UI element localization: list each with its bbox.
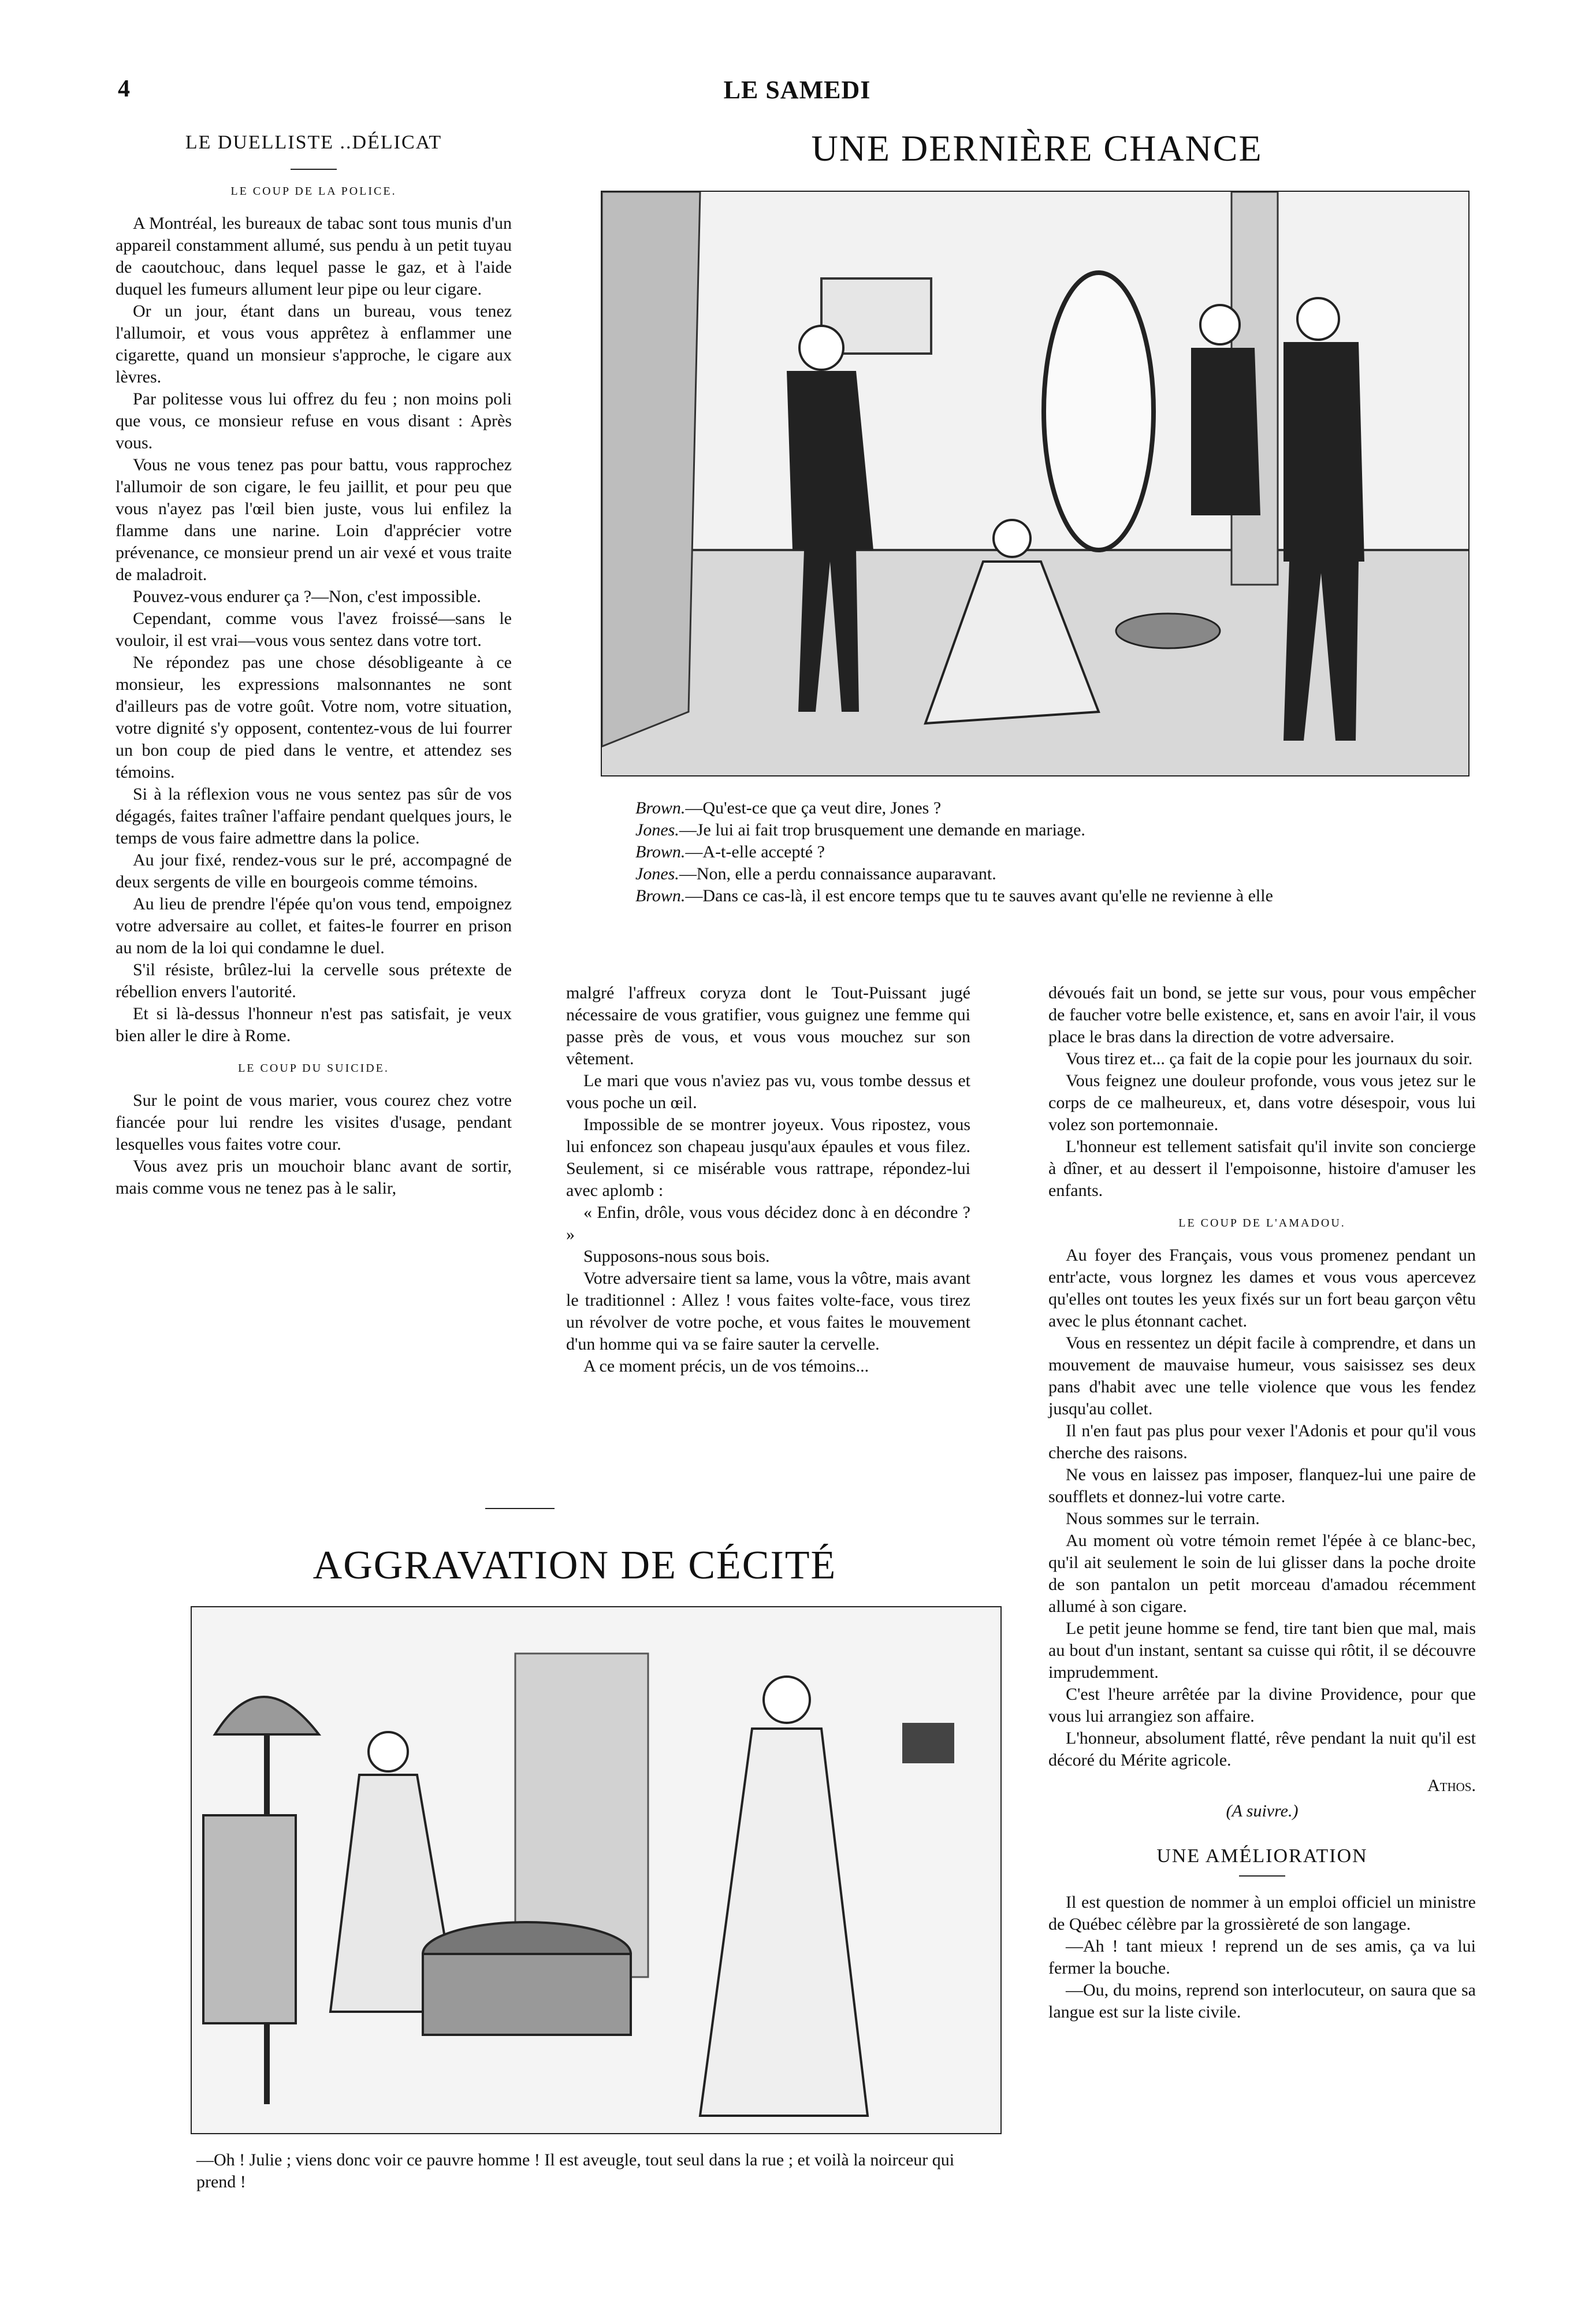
speaker: Brown. [635, 842, 686, 861]
paragraph: Sur le point de vous marier, vous courez chez votre fiancée pour lui rendre les visites d'usage, pendant lesquelles vous faites votre cour. [116, 1091, 512, 1154]
paragraph: Ne répondez pas une chose désobligeante à ce monsieur, les expressions malsonnantes ne sont d'ailleurs pas de votre goût. Votre nom, votre situation, votre dignité s'y opposent, contentez-vous de lui fourrer un bon coup de pied dans le ventre, et attendez ses témoins. [116, 653, 512, 782]
duel-article-middle-column [566, 982, 970, 1377]
paragraph: Si à la réflexion vous ne vous sentez pas sûr de vos dégagés, faites traîner l'affaire pendant quelques jours, le temps de vous faire admettre dans la police. [116, 785, 512, 848]
paragraph: Vous feignez une douleur profonde, vous vous jetez sur le corps de ce malheureux, et, dans votre désespoir, vous lui volez son portemonnaie. [1048, 1071, 1476, 1134]
paragraph: Il n'en faut pas plus pour vexer l'Adonis et pour qu'il vous cherche des raisons. [1048, 1421, 1476, 1462]
duel-article-left-column [116, 132, 512, 1199]
speaker: Brown. [635, 798, 686, 818]
cecite-cartoon-caption: —Oh ! Julie ; viens donc voir ce pauvre homme ! Il est aveugle, tout seul dans la rue ; et voilà la noirceur qui prend ! [196, 2150, 955, 2191]
paragraph: L'honneur, absolument flatté, rêve pendant la nuit qu'il est décoré du Mérite agricole. [1048, 1729, 1476, 1770]
paragraph: Au lieu de prendre l'épée qu'on vous tend, empoignez votre adversaire au collet, et faites-le fourrer en prison au nom de la loi qui condamne le duel. [116, 894, 512, 957]
line: —Dans ce cas-là, il est encore temps que tu te sauves avant qu'elle ne revienne à elle [685, 886, 1273, 905]
duel-article-title: LE DUELLISTE ..DÉLICAT [185, 132, 442, 153]
paragraph: dévoués fait un bond, se jette sur vous, pour vous empêcher de faucher votre belle existence, et, sans en avoir l'air, il vous place le bras dans la direction de votre adversaire. [1048, 983, 1476, 1046]
paragraph: Au jour fixé, rendez-vous sur le pré, accompagné de deux sergents de ville en bourgeois comme témoins. [116, 850, 512, 891]
paragraph: Et si là-dessus l'honneur n'est pas satisfait, je veux bien aller le dire à Rome. [116, 1004, 512, 1045]
paragraph: Le mari que vous n'aviez pas vu, vous tombe dessus et vous poche un œil. [566, 1071, 970, 1112]
paragraph: Pouvez-vous endurer ça ?—Non, c'est impossible. [133, 587, 481, 606]
paragraph: « Enfin, drôle, vous vous décidez donc à en décondre ? » [566, 1203, 970, 1244]
paragraph: Vous avez pris un mouchoir blanc avant de sortir, mais comme vous ne tenez pas à le salir, [116, 1157, 512, 1198]
signature: Athos. [1427, 1776, 1476, 1795]
paragraph: L'honneur est tellement satisfait qu'il invite son concierge à dîner, et au dessert il l'empoisonne, histoire d'amuser les enfants. [1048, 1137, 1476, 1200]
paragraph: Nous sommes sur le terrain. [1066, 1509, 1260, 1528]
paragraph: Votre adversaire tient sa lame, vous la vôtre, mais avant le traditionnel : Allez ! vous faites volte-face, vous tirez un révolver de votre poche, et vous faites le mouvement d'un homme qui va se faire sauter la cervelle. [566, 1269, 970, 1354]
paragraph: Au moment où votre témoin remet l'épée à ce blanc-bec, qu'il ait seulement le soin de lui glisser dans la poche droite de son pantalon un petit morceau d'amadou récemment allumé à son cigare. [1048, 1531, 1476, 1616]
paragraph: Impossible de se montrer joyeux. Vous ripostez, vous lui enfoncez son chapeau jusqu'aux épaules et vous filez. Seulement, si ce misérable vous rattrape, répondez-lui avec aplomb : [566, 1115, 970, 1200]
paragraph: Or un jour, étant dans un bureau, vous tenez l'allumoir, et vous vous apprêtez à enflammer une cigarette, quand un monsieur s'approche, le cigare aux lèvres. [116, 302, 512, 387]
paragraph: Au foyer des Français, vous vous promenez pendant un entr'acte, vous lorgnez les dames et vous vous apercevez qu'elles ont toutes les yeux fixés sur un fort beau garçon vêtu avec le plus étonnant cachet. [1048, 1246, 1476, 1331]
section-heading-police: LE COUP DE LA POLICE. [230, 185, 397, 198]
paragraph: C'est l'heure arrêtée par la divine Providence, pour que vous lui arrangiez son affaire. [1048, 1685, 1476, 1726]
paragraph: Vous ne vous tenez pas pour battu, vous rapprochez l'allumoir de son cigare, le feu jaillit, et pour peu que vous n'ayez pas l'œil bien juste, vous lui enfilez la flamme dans une narine. Loin d'apprécier votre prévenance, ce monsieur prend un air vexé et vous traite de maladroit. [116, 455, 512, 584]
paragraph: —Ou, du moins, reprend son interlocuteur, on saura que sa langue est sur la liste civile. [1048, 1981, 1476, 2022]
paragraph: S'il résiste, brûlez-lui la cervelle sous prétexte de rébellion envers l'autorité. [116, 960, 512, 1001]
parlor-scene-icon [192, 1607, 1000, 2133]
line: —A-t-elle accepté ? [685, 842, 825, 861]
speaker: Jones. [635, 864, 679, 883]
dialogue-line [635, 863, 1461, 885]
line: —Je lui ai fait trop brusquement une demande en mariage. [679, 820, 1085, 839]
section-heading-amadou: LE COUP DE L'AMADOU. [1178, 1217, 1346, 1229]
paragraph: Ne vous en laissez pas imposer, flanquez-lui une paire de soufflets et donnez-lui votre carte. [1048, 1465, 1476, 1506]
dialogue-line [635, 819, 1461, 841]
amelioration-title: UNE AMÉLIORATION [1156, 1845, 1368, 1867]
dialogue-line [635, 841, 1461, 863]
cecite-cartoon-title: AGGRAVATION DE CÉCITÉ [312, 1543, 837, 1588]
section-heading-suicide: LE COUP DU SUICIDE. [238, 1062, 389, 1075]
paragraph: A ce moment précis, un de vos témoins... [583, 1357, 869, 1376]
paragraph: malgré l'affreux coryza dont le Tout-Puissant jugé nécessaire de vous gratifier, vous guignez une femme qui passe près de vous, et vous vous mouchez sur son vêtement. [566, 983, 970, 1068]
paragraph: Le petit jeune homme se fend, tire tant bien que mal, mais au bout d'un instant, sentant sa cuisse qui rôtit, il se découvre imprudemment. [1048, 1619, 1476, 1682]
paragraph: Il est question de nommer à un emploi officiel un ministre de Québec célèbre par la grossièreté de son langage. [1048, 1893, 1476, 1934]
speaker: Brown. [635, 886, 686, 905]
title-rule [1239, 1875, 1285, 1877]
chance-cartoon-title: UNE DERNIÈRE CHANCE [811, 128, 1263, 169]
cecite-cartoon-illustration [191, 1606, 1002, 2134]
masthead: LE SAMEDI [723, 76, 871, 104]
paragraph: Supposons-nous sous bois. [583, 1247, 770, 1266]
chance-cartoon-caption [635, 797, 1461, 907]
chance-cartoon-illustration [601, 191, 1469, 776]
to-follow: (A suivre.) [1226, 1801, 1299, 1820]
duel-article-right-column [1048, 982, 1476, 2023]
paragraph: Vous tirez et... ça fait de la copie pour les journaux du soir. [1066, 1049, 1473, 1068]
dialogue-line [635, 797, 1461, 819]
separator-rule [485, 1508, 555, 1509]
paragraph: Par politesse vous lui offrez du feu ; non moins poli que vous, ce monsieur refuse en vous disant : Après vous. [116, 389, 512, 452]
page-number: 4 [118, 76, 130, 102]
title-rule [291, 169, 337, 170]
paragraph: A Montréal, les bureaux de tabac sont tous munis d'un appareil constamment allumé, sus pendu à un petit tuyau de caoutchouc, dans lequel passe le gaz, et à l'aide duquel les fumeurs allument leur pipe ou leur cigare. [116, 214, 512, 299]
dialogue-line [635, 885, 1461, 907]
drawing-room-scene-icon [602, 192, 1468, 775]
paragraph: Cependant, comme vous l'avez froissé—sans le vouloir, il est vrai—vous vous sentez dans votre tort. [116, 609, 512, 650]
paragraph: Vous en ressentez un dépit facile à comprendre, et dans un mouvement de mauvaise humeur, vous saisissez ses deux pans d'habit avec une telle violence que vous les fendez jusqu'au collet. [1048, 1333, 1476, 1418]
speaker: Jones. [635, 820, 679, 839]
paragraph: —Ah ! tant mieux ! reprend un de ses amis, ça va lui fermer la bouche. [1048, 1937, 1476, 1978]
line: —Non, elle a perdu connaissance auparavant. [679, 864, 996, 883]
line: —Qu'est-ce que ça veut dire, Jones ? [685, 798, 942, 818]
